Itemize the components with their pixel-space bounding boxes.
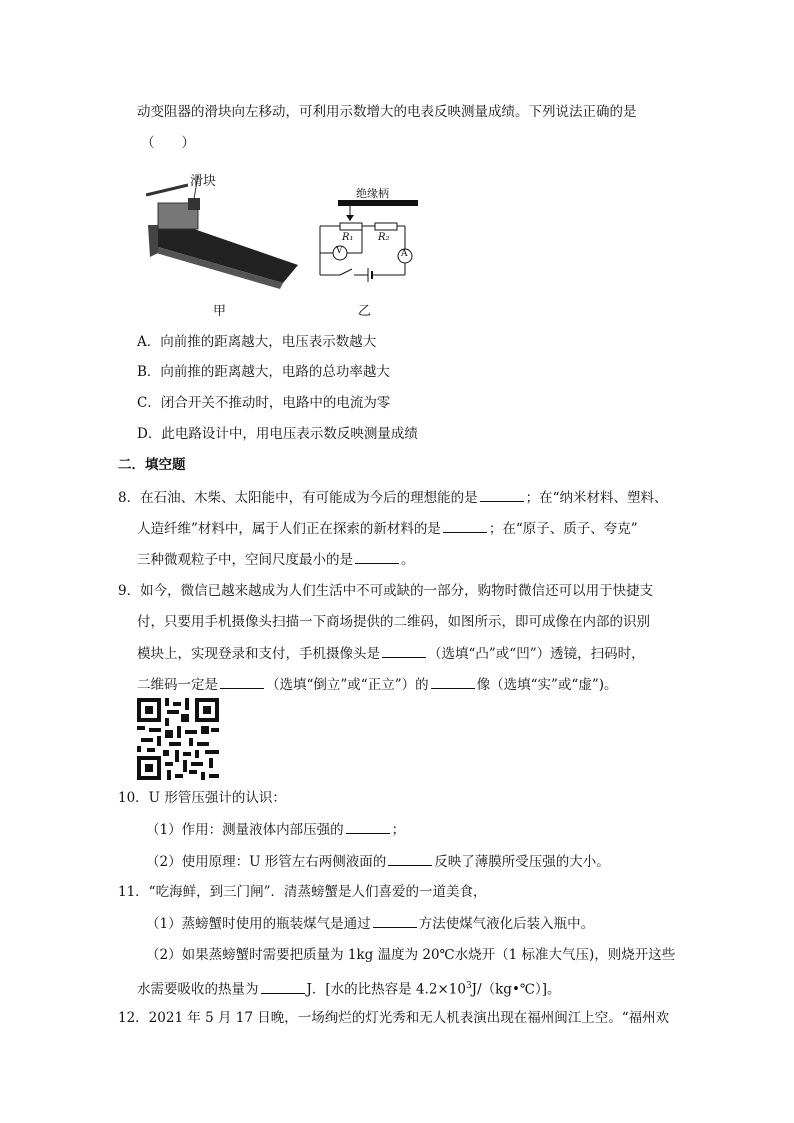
option-d: D．此电路设计中，用电压表示数反映测量成绩 [137,426,418,442]
q11-line4 [137,976,561,1000]
q8-text: 8．在石油、木柴、太阳能中，有可能成为今后的理想能的是 [118,490,478,506]
q10-line1: 10．U 形管压强计的认识： [118,790,286,806]
option-c: C．闭合开关不推动时，电路中的电流为零 [137,395,391,411]
q9-line3 [137,643,645,664]
answer-blank[interactable] [431,674,475,689]
q8-text: 。 [401,552,415,568]
answer-blank[interactable] [382,643,426,658]
q8-line3 [137,549,415,570]
q10-line2 [146,819,405,840]
q11-text: 水需要吸收的热量为 [137,981,259,998]
answer-blank[interactable] [355,549,399,564]
answer-blank[interactable] [373,913,417,928]
q9-line2: 付，只要用手机摄像头扫描一下商场提供的二维码，如图所示，即可成像在内部的识别 [137,614,650,630]
q9-line4 [137,674,617,695]
r2-label: R₂ [378,232,390,243]
switch [340,269,352,275]
exponent: 3 [465,981,472,991]
q11-line3: （2）如果蒸螃蟹时需要把质量为 1kg 温度为 20℃水烧开（1 标准大气压)，则烧开这些 [146,947,676,963]
section-title: 二．填空题 [118,457,186,473]
slider-label: 滑块 [190,174,217,189]
q8-text: 三种微观粒子中，空间尺度最小的是 [137,552,353,568]
q11-text: J．[水的比热容是 4.2×10 [306,981,466,998]
q11-text: 方法使煤气液化后装入瓶中。 [418,916,595,932]
r2-resistor [375,223,397,230]
ammeter-label: A [401,249,408,259]
q11-text: （1）蒸螃蟹时使用的瓶装煤气是通过 [146,916,371,932]
insulated-handle-label: 绝缘柄 [356,187,389,200]
q10-text: 反映了薄膜所受压强的大小。 [434,854,610,870]
r1-label: R₁ [342,232,354,243]
q9-text: 二维码一定是 [137,677,218,693]
voltmeter-label: V [336,246,343,256]
q9-line1: 9．如今，微信已越来越成为人们生活中不可或缺的一部分，购物时微信还可以用于快捷支 [118,583,654,599]
r1-resistor [340,223,362,230]
rod [146,185,188,195]
q8-text: ；在“纳米材料、塑料、 [525,490,668,506]
q9-text: 模块上，实现登录和支付，手机摄像头是 [137,646,380,662]
answer-blank[interactable] [220,674,264,689]
answer-blank[interactable] [480,487,524,502]
q7-answer-parens: （ ） [141,135,195,151]
figure-yi-caption: 乙 [358,304,372,319]
q11-text: J/（kg•℃）]。 [471,981,561,998]
answer-blank[interactable] [388,851,432,866]
q8-line1 [118,487,668,508]
answer-blank[interactable] [261,979,305,994]
q9-text: 像（选填“实”或“虚”)。 [476,677,618,693]
answer-blank[interactable] [346,819,390,834]
qr-code-image [137,698,219,780]
slider-device-figure [138,165,306,300]
q9-text: （选填“倒立”或“正立”）的 [266,677,429,693]
q8-text: 人造纤维”材料中，属于人们正在探索的新材料的是 [137,521,441,537]
option-a: A．向前推的距离越大，电压表示数越大 [137,334,377,350]
figure-jia-caption: 甲 [213,304,227,319]
q8-line2 [137,518,638,539]
q10-text: （1）作用：测量液体内部压强的 [146,822,344,838]
answer-blank[interactable] [443,518,487,533]
option-b: B．向前推的距离越大，电路的总功率越大 [137,364,390,380]
q10-text: ； [391,822,406,838]
q8-text: ；在“原子、质子、夸克” [488,521,638,537]
q12-line1: 12．2021 年 5 月 17 日晚，一场绚烂的灯光秀和无人机表演出现在福州闽江上空。“福州欢 [118,1010,670,1026]
q7-stem-line1: 动变阻器的滑块向左移动，可利用示数增大的电表反映测量成绩。下列说法正确的是 [137,104,637,120]
circuit-diagram [310,185,425,295]
q9-text: （选填“凸”或“凹”）透镜，扫码时， [428,646,645,662]
q10-text: （2）使用原理：U 形管左右两侧液面的 [146,854,387,870]
q10-line3 [146,851,610,872]
q11-line2 [146,913,594,934]
q11-line1: 11．“吃海鲜，到三门闸”．清蒸螃蟹是人们喜爱的一道美食， [118,884,487,900]
